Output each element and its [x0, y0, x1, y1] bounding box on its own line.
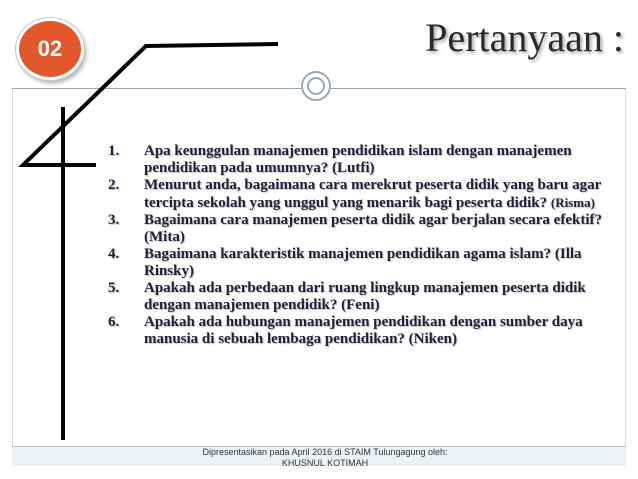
list-item	[108, 177, 606, 212]
slide-number-badge	[16, 18, 84, 80]
footer-line-2: KHUSNUL KOTIMAH	[281, 458, 369, 468]
list-item	[108, 280, 606, 314]
question-text: Menurut anda, bagaimana cara merekrut peserta didik yang baru agar tercipta sekolah yang unggul yang menarik bagi peserta didik?	[144, 177, 601, 211]
question-text: Bagaimana cara manajemen peserta didik agar berjalan secara efektif? (Mita)	[144, 212, 602, 245]
question-number: 3.	[108, 212, 120, 228]
list-item	[108, 212, 606, 246]
slide-number: 02	[37, 36, 63, 61]
question-number: 5.	[108, 280, 120, 296]
question-text: Apa keunggulan manajemen pendidikan islam dengan manajemen pendidikan pada umumnya? (Lutfi)	[144, 143, 572, 176]
footer-line-1: Dipresentasikan pada April 2016 di STAIM Tulungagung oleh:	[202, 447, 448, 457]
list-item	[108, 314, 606, 348]
list-item	[108, 246, 606, 280]
question-text: Apakah ada hubungan manajemen pendidikan dengan sumber daya manusia di sebuah lembaga pendidikan? (Niken)	[144, 314, 583, 347]
page-title: Pertanyaan :	[425, 15, 624, 60]
question-list	[108, 143, 606, 348]
question-number: 2.	[108, 177, 120, 193]
question-author: (Risma)	[550, 195, 595, 210]
question-text: Apakah ada perbedaan dari ruang lingkup manajemen peserta didik dengan manajemen pendidik? (Feni)	[144, 280, 586, 313]
question-number: 4.	[108, 246, 120, 262]
list-item	[108, 143, 606, 177]
circle-ornament-icon	[301, 71, 331, 101]
question-number: 6.	[108, 314, 120, 330]
footer-credit	[160, 447, 490, 469]
question-text: Bagaimana karakteristik manajemen pendidikan agama islam? (Illa Rinsky)	[144, 246, 582, 279]
question-number: 1.	[108, 143, 120, 159]
